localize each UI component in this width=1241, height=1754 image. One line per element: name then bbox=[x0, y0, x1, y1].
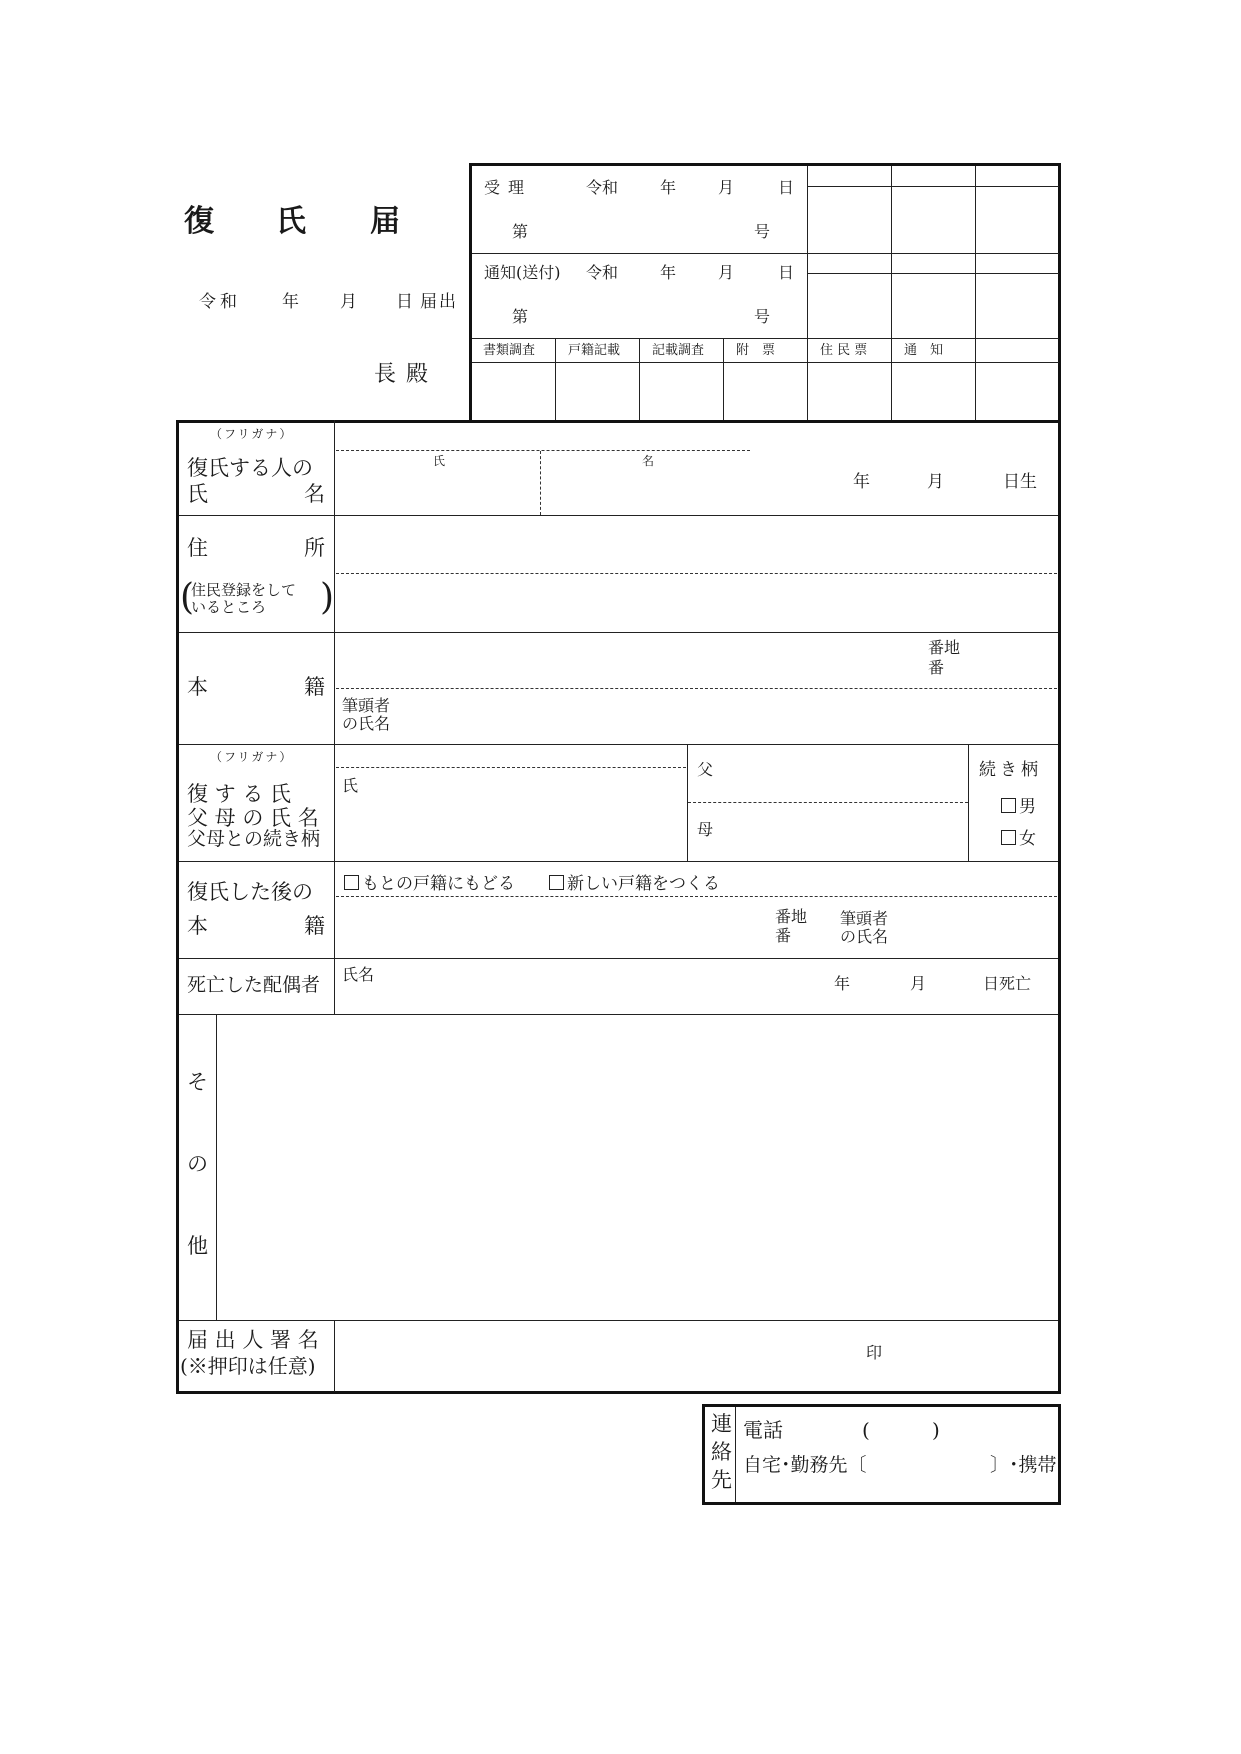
check-header: 住 民 票 bbox=[820, 343, 868, 358]
option-return-checkbox[interactable]: もとの戸籍にもどる bbox=[344, 869, 515, 894]
check-header: 通 知 bbox=[904, 343, 944, 358]
check-header: 戸籍記載 bbox=[568, 343, 621, 358]
title-char: 復 bbox=[184, 204, 214, 239]
address-input-area[interactable] bbox=[337, 518, 1057, 630]
phone-input-area[interactable] bbox=[790, 1412, 1055, 1448]
seal-mark: 印 bbox=[866, 1343, 883, 1362]
received-label: 受理 bbox=[484, 178, 533, 197]
notice-label: 通知(送付) bbox=[484, 263, 561, 282]
title-char: 届 bbox=[370, 204, 400, 239]
office-use-box: 受理 令和 年 月 日 第 号 通知(送付) 令和 年 月 日 第 号 書類調査 戸籍記載 記載調査 附 票 住 民 票 通 知 bbox=[469, 163, 1061, 423]
spouse-input-area[interactable] bbox=[337, 962, 1057, 1012]
check-header: 記載調査 bbox=[652, 343, 705, 358]
relation-female-checkbox[interactable]: 女 bbox=[1001, 824, 1036, 849]
signer-input-area[interactable] bbox=[337, 1323, 1057, 1389]
other-input-area[interactable] bbox=[219, 1017, 1057, 1318]
honseki-input-area[interactable] bbox=[337, 634, 1057, 742]
check-header: 書類調査 bbox=[483, 343, 536, 358]
phone-label: 電話 bbox=[743, 1418, 783, 1442]
check-header: 附 票 bbox=[736, 343, 776, 358]
title-char: 氏 bbox=[276, 204, 306, 239]
addressee: 長殿 bbox=[374, 362, 439, 387]
option-new-checkbox[interactable]: 新しい戸籍をつくる bbox=[549, 869, 720, 894]
name-input-area[interactable] bbox=[337, 452, 1057, 514]
relation-male-checkbox[interactable]: 男 bbox=[1001, 792, 1036, 817]
